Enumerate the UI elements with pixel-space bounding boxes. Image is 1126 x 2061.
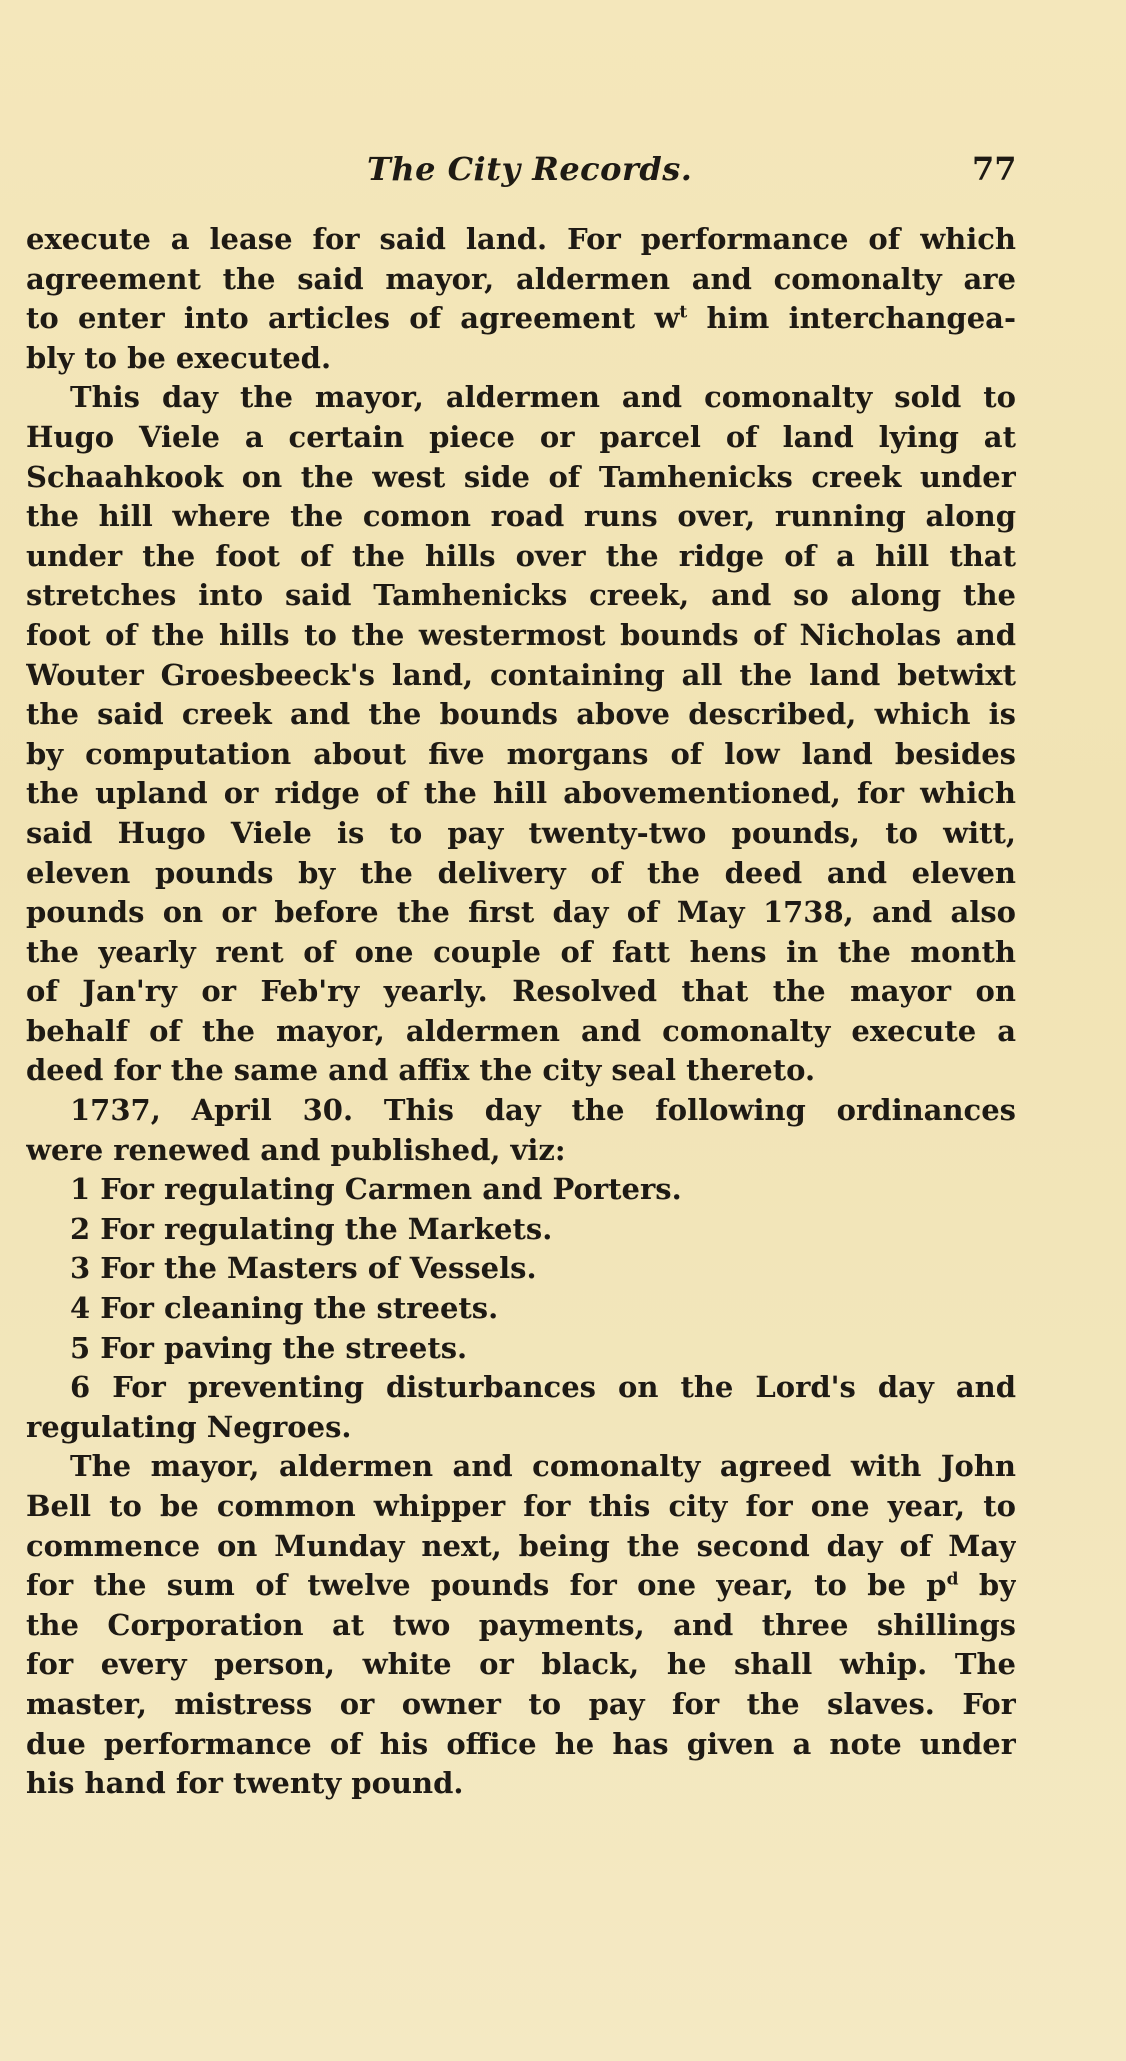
text-line-part: by [958,1568,1016,1603]
text-line: deed for the same and affix the city seal thereto. [26,1053,816,1088]
text-line: said Hugo Viele is to pay twenty-two pounds, to witt, [26,815,1016,850]
text-line: the upland or ridge of the hill abovementioned, for which [26,776,1016,811]
text-line: foot of the hills to the westermost bounds of Nicholas and [26,617,1016,652]
text-line: commence on Munday next, being the second day of May [26,1528,1016,1563]
text-line: the yearly rent of one couple of fatt hens in the month [26,934,1016,969]
text-line: 2 For regulating the Markets. [70,1211,553,1246]
text-line: Bell to be common whipper for this city for one year, to [26,1489,1016,1523]
text-line: under the foot of the hills over the ridge of a hill that [26,538,1016,573]
text-line: 4 For cleaning the streets. [70,1291,499,1326]
superscript: d [946,1569,959,1590]
body-text [26,220,1016,1804]
text-line: 6 For preventing disturbances on the Lord's day and [70,1370,1016,1405]
text-line: for every person, white or black, he shall whip. The [26,1647,1016,1682]
text-line: the said creek and the bounds above described, which is [26,697,1016,732]
text-line: 1 For regulating Carmen and Porters. [70,1172,682,1207]
text-line: stretches into said Tamhenicks creek, and so along the [26,578,1016,613]
text-line: the Corporation at two payments, and three shillings [26,1607,1016,1642]
text-line: were renewed and published, viz: [26,1132,566,1167]
text-line: 3 For the Masters of Vessels. [70,1251,537,1286]
text-line: Wouter Groesbeeck's land, containing all the land betwixt [26,657,1016,692]
text-line: of Jan'ry or Feb'ry yearly. Resolved that the mayor on [26,974,1016,1009]
text-line: behalf of the mayor, aldermen and comonalty execute a [26,1013,1016,1048]
text-line-part: for the sum of twelve pounds for one year, to be p [26,1568,947,1603]
text-line: 1737, April 30. This day the following ordinances [70,1093,1016,1128]
text-line: agreement the said mayor, aldermen and comonalty are [26,261,1016,296]
text-line: bly to be executed. [26,340,332,375]
text-line [26,1566,1016,1606]
text-line: due performance of his office he has given a note under [26,1726,1016,1761]
text-line: the hill where the comon road runs over, running along [26,499,1016,534]
text-line: This day the mayor, aldermen and comonalty sold to [70,380,1016,415]
text-line: 5 For paving the streets. [70,1330,468,1365]
text-line [26,299,1016,339]
running-head [0,150,1126,198]
superscript: t [679,302,688,323]
text-line: by computation about five morgans of low land besides [26,736,1016,771]
text-line: his hand for twenty pound. [26,1766,464,1801]
text-line: regulating Negroes. [26,1409,352,1444]
text-line-part: to enter into articles of agreement w [26,301,680,336]
text-line: master, mistress or owner to pay for the slaves. For [26,1686,1016,1721]
text-line-part: him interchangea- [687,301,1016,336]
text-line: The mayor, aldermen and comonalty agreed with John [70,1449,1016,1484]
text-line: Schaahkook on the west side of Tamhenicks creek under [26,459,1016,494]
text-line: execute a lease for said land. For performance of which [26,222,1016,256]
text-line: Hugo Viele a certain piece or parcel of land lying at [26,419,1016,454]
text-line: pounds on or before the first day of May 1738, and also [26,895,1016,930]
running-title: The City Records. [367,150,693,188]
page-number: 77 [972,150,1017,188]
text-line: eleven pounds by the delivery of the deed and eleven [26,855,1016,890]
